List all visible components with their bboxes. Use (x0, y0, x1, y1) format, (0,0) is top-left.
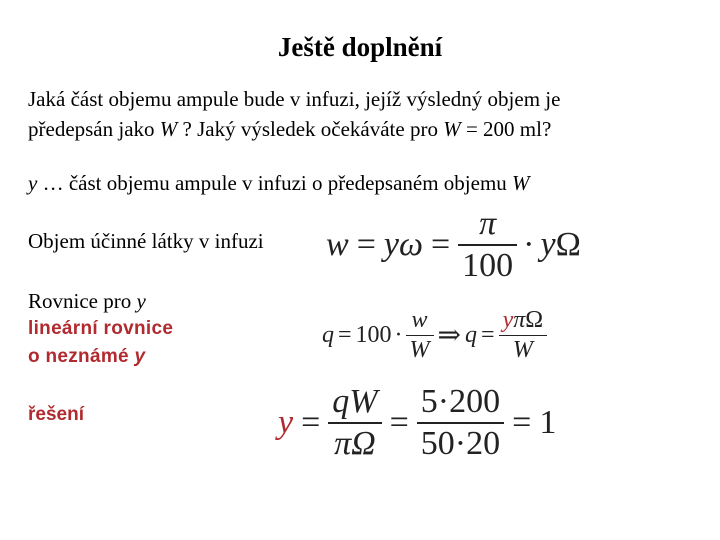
eq1-y2: y (540, 226, 556, 263)
eq2-denominator-2: W (512, 336, 533, 363)
eq2-equals-2: = (481, 321, 495, 348)
eq3-equals-2: = (389, 404, 409, 441)
eq1-omega: ω (398, 226, 423, 263)
page-title: Ještě doplnění (277, 32, 443, 62)
eq3-equals-3: = (512, 404, 532, 441)
eq3-fraction-1 (328, 383, 381, 463)
eq3-fraction-bar-1 (328, 422, 381, 424)
eq2-coefficient: 100 (355, 321, 392, 348)
eq2-implies-arrow: ⇒ (437, 320, 462, 351)
unknown-label (28, 342, 145, 372)
eq2-fraction-bar-1 (406, 335, 434, 336)
eq1-fraction-bar (458, 244, 517, 246)
question-text-a: předepsán jako (28, 117, 160, 141)
eq2-q: q (322, 321, 334, 348)
eq3-y: y (278, 404, 294, 441)
eq2-denominator-1: W (409, 336, 430, 363)
unknown-label-var: y (134, 346, 146, 367)
eq2-fraction-1 (406, 307, 434, 364)
equation-label-var: y (136, 289, 146, 313)
definition-text: … část objemu ampule v infuzi o předepsaném objemu (37, 171, 513, 195)
eq3-numerator-1: qW (332, 383, 378, 420)
question-var-w1: W (159, 117, 178, 141)
question-text-b: ? Jaký výsledek očekáváte pro (177, 117, 444, 141)
question-line-2 (28, 114, 551, 144)
question-var-w2: W (443, 117, 461, 141)
definition-line (28, 168, 530, 198)
eq1-dot: · (523, 226, 535, 263)
eq2-equals: = (338, 321, 352, 348)
definition-var-y: y (28, 171, 38, 195)
unknown-label-text: o neznámé (28, 346, 135, 367)
eq1-equals: = (356, 226, 376, 263)
linear-equation-label: lineární rovnice (28, 318, 174, 339)
eq1-numerator: π (479, 205, 497, 242)
definition-var-w: W (512, 171, 530, 195)
eq2-fraction-2 (499, 307, 548, 364)
equation-label-line-1 (28, 286, 146, 316)
equation-label-text: Rovnice pro (28, 289, 137, 313)
eq1-w: w (326, 226, 349, 263)
eq2-num-Omega: Ω (525, 306, 544, 333)
solution-label: řešení (28, 404, 84, 425)
eq3-fraction-bar-2 (417, 422, 504, 424)
eq1-y: y (383, 226, 399, 263)
eq1-equals-2: = (430, 226, 451, 263)
equation-2 (322, 300, 547, 370)
eq2-numerator-1: w (411, 306, 428, 333)
equation-3 (278, 384, 556, 462)
eq3-equals: = (301, 404, 321, 441)
question-text-c: = 200 ml? (460, 117, 552, 141)
equation-1 (326, 205, 581, 284)
eq3-denominator-2: 50·20 (420, 425, 501, 462)
eq1-denominator: 100 (462, 247, 514, 284)
eq2-num-pi: π (513, 306, 526, 333)
eq3-fraction-2 (417, 383, 504, 463)
eq2-q2: q (465, 321, 478, 348)
eq2-numerator-2 (499, 307, 548, 334)
eq3-result: 1 (539, 404, 557, 441)
eq2-dot: · (394, 321, 403, 348)
eq2-num-y: y (502, 306, 514, 333)
question-line-1: Jaká část objemu ampule bude v infuzi, jejíž výsledný objem je (28, 87, 561, 111)
eq1-Omega: Ω (555, 226, 581, 263)
eq2-fraction-bar-2 (499, 335, 548, 336)
eq3-numerator-2: 5·200 (420, 383, 501, 420)
eq1-fraction (458, 205, 517, 285)
eq3-denominator-1: πΩ (334, 425, 376, 462)
active-substance-label: Objem účinné látky v infuzi (28, 229, 264, 253)
